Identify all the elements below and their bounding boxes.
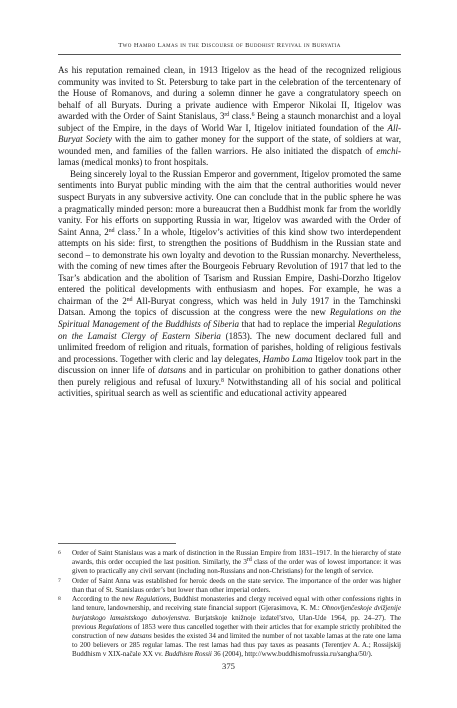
superscript: 7 xyxy=(137,227,141,234)
italic-text: Buddhism Rossii xyxy=(164,649,212,658)
italic-text: Obnovljenčeskoje dvižjenije burjatskogo lamaistskogo duhovjenstva. xyxy=(72,604,401,622)
text-run: s and in particular on prohibition to gather donations other then purely religious and refusal of luxury. xyxy=(58,365,401,387)
footnote-text xyxy=(72,595,401,658)
text-run: Itigelov took part in the discussion on inner life of xyxy=(58,353,401,376)
superscript: rd xyxy=(224,112,230,119)
text-run: , Buddhist monasteries and clergy received equal with other confessions rights in land tenure, landownership, and receiving state financial support (Gjerasimova, K. M.: xyxy=(72,595,402,613)
header-rule xyxy=(58,54,401,55)
text-run: Notwithstanding all of his social and political activities, spiritual search as well as scientific and educational activity appeared xyxy=(58,376,401,399)
footnote-number: 6 xyxy=(58,550,61,556)
paragraph-1 xyxy=(58,65,401,169)
text-run: class of the order was of lowest importance: it was given to practically any civil servant (including non-Russians and non-Christians) for the length of service. xyxy=(72,558,401,576)
text-run: 36 (2004), http://www.buddhismofrussia.ru/sangha/50/). xyxy=(211,649,373,658)
italic-text: Regulations on the Spiritual Management of the Buddhists of Siberia xyxy=(58,307,401,330)
italic-text: All-Buryat Society xyxy=(58,122,401,145)
italic-text: datsans xyxy=(130,631,152,640)
text-run: According to the new xyxy=(72,595,136,604)
main-text xyxy=(58,65,401,400)
italic-text: Regulations xyxy=(98,622,132,631)
italic-text: Regulations xyxy=(135,595,170,604)
text-run: class. xyxy=(229,111,252,122)
footnote-number: 8 xyxy=(58,596,61,603)
footnote-8 xyxy=(58,595,401,658)
footnote-text xyxy=(72,549,401,576)
text-run: class. xyxy=(114,226,138,237)
footnote-number: 7 xyxy=(58,577,61,584)
running-head: Two Hambo Lamas in the Discourse of Buddhist Revival in Buryatia xyxy=(118,42,341,49)
text-run: All-Buryat congress, which was held in July 1917 in the Tamchinski Datsan. Among the topics of discussion at the congress were the new xyxy=(58,295,401,318)
footnote-7 xyxy=(58,577,401,595)
text-run: Burjatskoje knižnoje izdatel’stvo, Ulan-Ude 1964, pp. 24–27). The previous xyxy=(72,613,401,631)
text-run: Order of Saint Stanislaus was a mark of distinction in the Russian Empire from 1831–1917. In the hierarchy of state awards, this order occupied the last position. Similarly, the 3 xyxy=(72,549,401,567)
superscript: rd xyxy=(246,557,252,564)
italic-text: Hambo Lama xyxy=(262,353,313,364)
italic-text: Regulations on the Lamaist Clergy of Eastern Siberia xyxy=(58,319,402,341)
text-run: (1853). The new document declared full and unlimited freedom of religion and rituals, formation of parishes, holding of religious festivals and processions. Together with cleric and lay delegates, xyxy=(58,330,402,364)
text-run: In a whole, Itigelov’s activities of this kind show two interdependent attempts on his side: first, to strengthen the positions of Buddhism in the Russian state and second – to demonstrate his own loyalty and devotion to the Russian monarchy. Nevertheless, with the coming of new times after the Bourgeois February Revolution of 1917 that led to the Tsar’s abdication and the abolition of Tsarism and Russian Empire, Dashi-Dorzho Itigelov entered the political developments with enthusiasm and hopes. For example, he was a chairman of the 2 xyxy=(58,226,401,306)
text-run: Being a staunch monarchist and a loyal subject of the Empire, in the days of World War I, Itigelov initiated foundation of the xyxy=(58,111,401,133)
footnote-6 xyxy=(58,549,401,576)
text-run: Being sincerely loyal to the Russian Emperor and government, Itigelov promoted the same sentiments into Buryat public minding with the aim that the central authorities would never suspect Buryats in any subversive activity. One can conclude that in the public sphere he was a pragmatically minded person: more a bureaucrat then a Buddhist monk far from the worldly vanity. For his efforts on supporting Russia in war, Itigelov was awarded with the Order of Saint Anna, 2 xyxy=(58,168,401,237)
text-run: of 1853 were thus cancelled together with their articles that for example strictly prohibited the construction of new xyxy=(72,622,401,640)
superscript: 8 xyxy=(221,377,224,384)
footnote-text xyxy=(72,577,401,595)
superscript: 6 xyxy=(251,112,255,119)
text-run: -lamas (medical monks) to front hospitals. xyxy=(58,145,401,168)
page-number: 375 xyxy=(222,661,235,671)
superscript: nd xyxy=(108,227,115,234)
text-run: Order of Saint Anna was established for heroic deeds on the state service. The importance of the order was higher than that of St. Stanislaus order’s but lower than other imperial orders. xyxy=(72,576,401,594)
text-run: that had to replace the imperial xyxy=(239,319,358,330)
italic-text: emchi xyxy=(376,145,398,156)
footnotes xyxy=(58,549,401,659)
text-run: As his reputation remained clean, in 1913 Itigelov as the head of the recognized religious community was invited to St. Petersburg to take part in the celebration of the tercentenary of the House of Romanovs, and during a solemn dinner he gave a congratulatory speech on behalf of all Buryats. During a private audience with Emperor Nikolai II, Itigelov was awarded with the Order of Saint Stanislaus, 3 xyxy=(58,65,401,122)
footnote-rule xyxy=(58,543,176,544)
superscript: nd xyxy=(126,296,133,303)
paragraph-2 xyxy=(58,169,401,400)
italic-text: datsan xyxy=(158,365,183,376)
text-run: besides the existed 34 and limited the number of not taxable lamas at the rate one lama to 200 believers or 285 regular lamas. The rest lamas had thus pay taxes as peasants (Terentjev A. A.; Rossijskij Buddhism v XIX-načale XX vv. xyxy=(72,631,401,658)
text-run: with the aim to gather money for the support of the state, of soldiers at war, wounded men, and families of the fallen warriors. He also initiated the dispatch of xyxy=(58,134,401,156)
